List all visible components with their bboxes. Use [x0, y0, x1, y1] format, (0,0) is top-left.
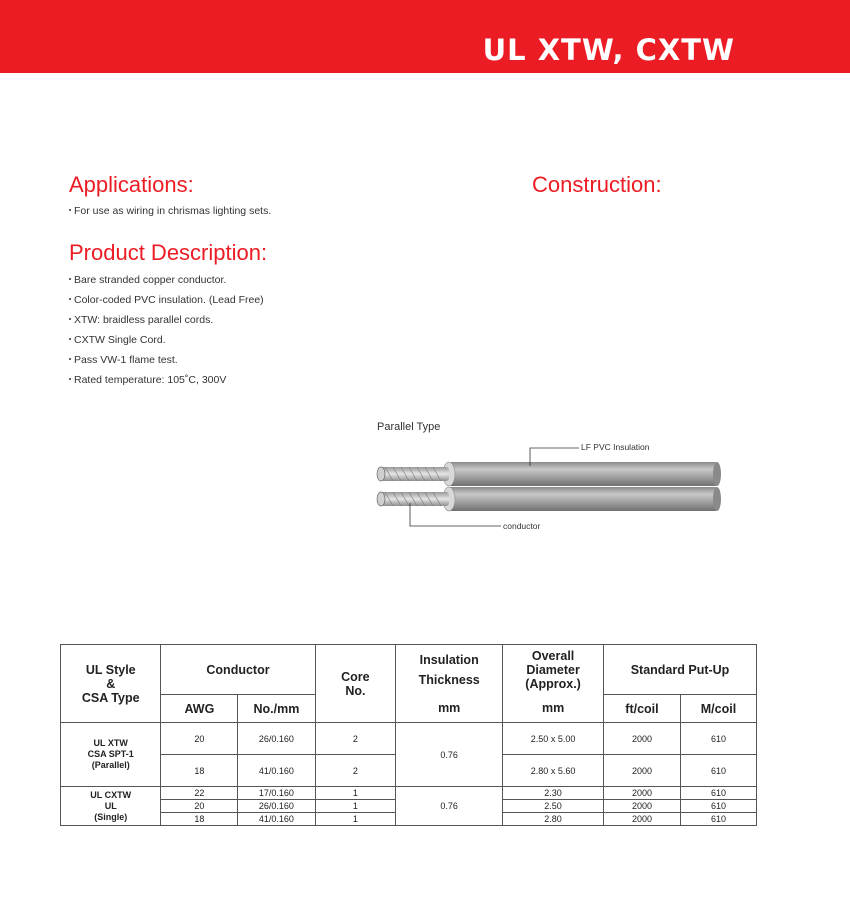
m-coil-cell: 610 [680, 755, 756, 787]
strand-cell: 17/0.160 [238, 787, 315, 800]
m-coil-cell: 610 [680, 723, 756, 755]
page-title: UL XTW, CXTW [482, 33, 735, 67]
core-cell: 1 [315, 787, 396, 800]
header-insulation-thickness: Insulation Thickness [396, 645, 503, 695]
header-overall-diameter: Overall Diameter (Approx.) [503, 645, 604, 695]
ft-coil-cell: 2000 [604, 800, 681, 813]
insulation-sheath [443, 462, 721, 511]
thickness-cell: 0.76 [396, 723, 503, 787]
type-cell-cxtw: UL CXTW UL (Single) [61, 787, 161, 826]
awg-cell: 22 [161, 787, 238, 800]
list-item: XTW: braidless parallel cords. [68, 310, 264, 330]
conductor-callout-label: conductor [503, 521, 541, 531]
core-cell: 1 [315, 800, 396, 813]
header-insulation-unit: mm [396, 695, 503, 723]
list-item: Pass VW-1 flame test. [68, 350, 264, 370]
header-conductor: Conductor [161, 645, 315, 695]
ft-coil-cell: 2000 [604, 813, 681, 826]
header-core-no: Core No. [315, 645, 396, 723]
applications-list [68, 201, 271, 221]
conductor-strands [377, 467, 449, 506]
header-ft-coil: ft/coil [604, 695, 681, 723]
strand-cell: 26/0.160 [238, 800, 315, 813]
applications-heading: Applications: [69, 172, 194, 197]
specification-table [60, 644, 757, 826]
m-coil-cell: 610 [680, 800, 756, 813]
product-description-list [68, 270, 264, 390]
header-standard-put-up: Standard Put-Up [604, 645, 757, 695]
list-item: CXTW Single Cord. [68, 330, 264, 350]
header-no-mm: No./mm [238, 695, 315, 723]
header-m-coil: M/coil [680, 695, 756, 723]
strand-cell: 41/0.160 [238, 755, 315, 787]
construction-heading: Construction: [532, 172, 662, 197]
core-cell: 2 [315, 723, 396, 755]
thickness-cell: 0.76 [396, 787, 503, 826]
list-item: Rated temperature: 105˚C, 300V [68, 370, 264, 390]
list-item: Bare stranded copper conductor. [68, 270, 264, 290]
core-cell: 1 [315, 813, 396, 826]
type-cell-xtw: UL XTW CSA SPT-1 (Parallel) [61, 723, 161, 787]
parallel-cable-diagram [365, 440, 725, 540]
diameter-cell: 2.80 [503, 813, 604, 826]
header-awg: AWG [161, 695, 238, 723]
table-row [61, 787, 757, 800]
header-ul-style: UL Style & CSA Type [61, 645, 161, 723]
list-item: Color-coded PVC insulation. (Lead Free) [68, 290, 264, 310]
awg-cell: 18 [161, 813, 238, 826]
diameter-cell: 2.50 x 5.00 [503, 723, 604, 755]
insulation-callout-label: LF PVC Insulation [581, 442, 650, 452]
diameter-cell: 2.80 x 5.60 [503, 755, 604, 787]
m-coil-cell: 610 [680, 813, 756, 826]
product-description-heading: Product Description: [69, 240, 268, 265]
diameter-cell: 2.50 [503, 800, 604, 813]
list-item: For use as wiring in chrismas lighting sets. [68, 201, 271, 221]
ft-coil-cell: 2000 [604, 787, 681, 800]
ft-coil-cell: 2000 [604, 723, 681, 755]
ft-coil-cell: 2000 [604, 755, 681, 787]
diameter-cell: 2.30 [503, 787, 604, 800]
strand-cell: 26/0.160 [238, 723, 315, 755]
strand-cell: 41/0.160 [238, 813, 315, 826]
m-coil-cell: 610 [680, 787, 756, 800]
awg-cell: 20 [161, 800, 238, 813]
header-overall-unit: mm [503, 695, 604, 723]
diagram-title: Parallel Type [377, 421, 441, 433]
awg-cell: 20 [161, 723, 238, 755]
core-cell: 2 [315, 755, 396, 787]
table-row [61, 723, 757, 755]
awg-cell: 18 [161, 755, 238, 787]
